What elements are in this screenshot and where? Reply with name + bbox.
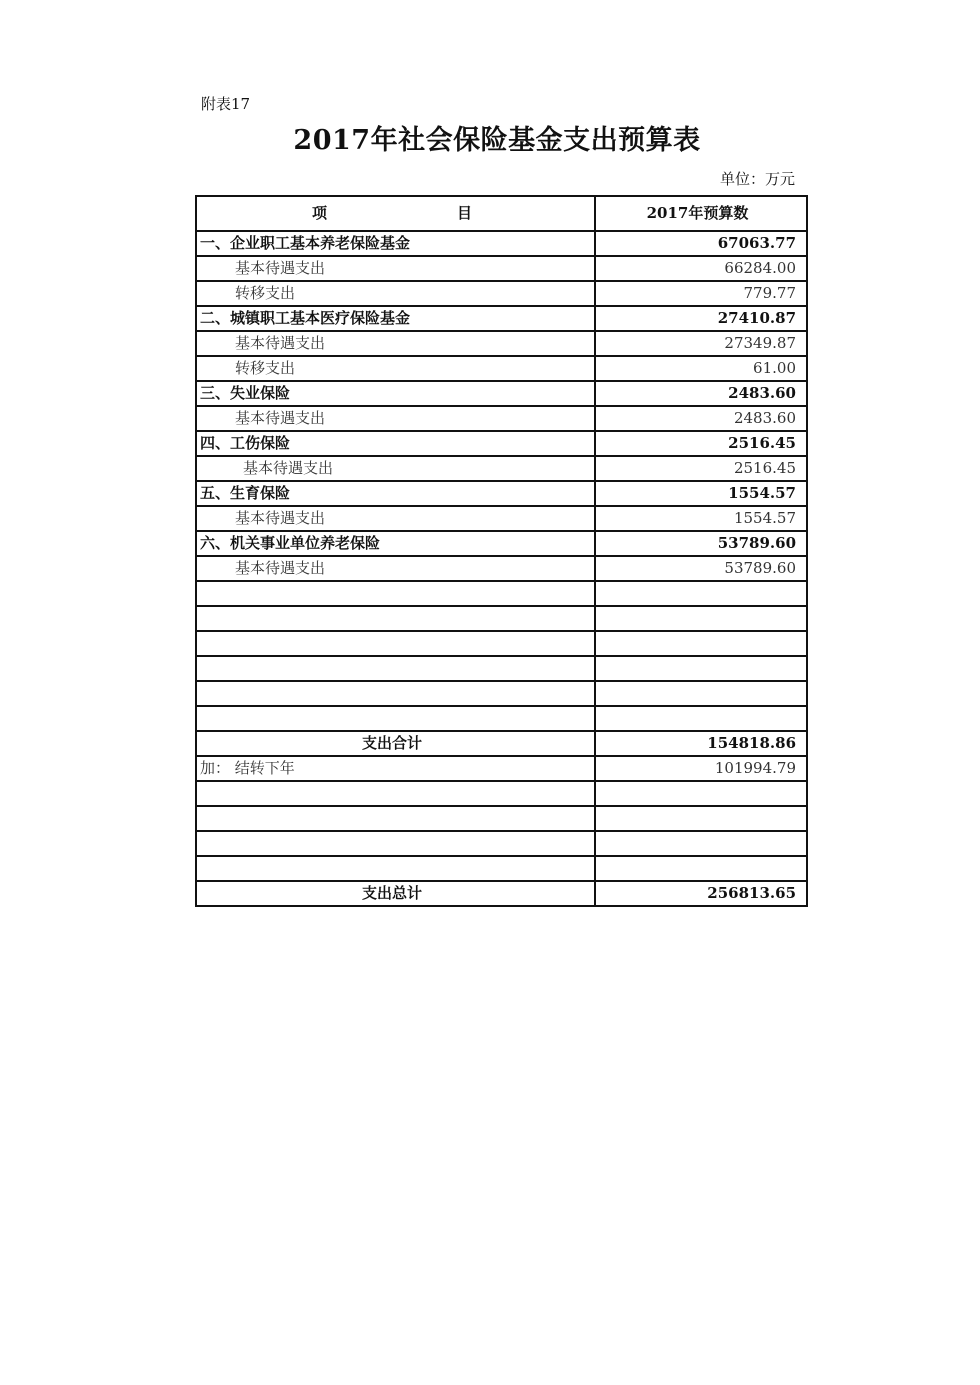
row-value: 779.77 xyxy=(595,281,807,306)
row-label xyxy=(196,606,595,631)
row-value: 67063.77 xyxy=(595,231,807,256)
row-label: 一、企业职工基本养老保险基金 xyxy=(196,231,595,256)
empty-row xyxy=(196,681,807,706)
row-value: 2516.45 xyxy=(595,431,807,456)
unit-label: 单位：万元 xyxy=(719,170,795,188)
row-value xyxy=(595,781,807,806)
empty-row xyxy=(196,781,807,806)
row-value: 2483.60 xyxy=(595,406,807,431)
row-label: 基本待遇支出 xyxy=(196,406,595,431)
row-value xyxy=(595,806,807,831)
annex-label: 附表17 xyxy=(201,95,251,113)
row-label: 五、生育保险 xyxy=(196,481,595,506)
row-label: 支出合计 xyxy=(196,731,595,756)
row-value: 27349.87 xyxy=(595,331,807,356)
row-value xyxy=(595,856,807,881)
row-value xyxy=(595,831,807,856)
row-value: 1554.57 xyxy=(595,481,807,506)
empty-row xyxy=(196,581,807,606)
row-label xyxy=(196,631,595,656)
empty-row xyxy=(196,831,807,856)
row-label: 二、城镇职工基本医疗保险基金 xyxy=(196,306,595,331)
row-label: 转移支出 xyxy=(196,356,595,381)
table-row xyxy=(196,481,807,506)
empty-row xyxy=(196,656,807,681)
row-value: 53789.60 xyxy=(595,531,807,556)
row-label: 基本待遇支出 xyxy=(196,331,595,356)
row-label: 基本待遇支出 xyxy=(196,556,595,581)
row-label xyxy=(196,581,595,606)
row-value: 27410.87 xyxy=(595,306,807,331)
row-value: 1554.57 xyxy=(595,506,807,531)
table-row xyxy=(196,356,807,381)
row-label xyxy=(196,656,595,681)
table-row xyxy=(196,231,807,256)
row-value xyxy=(595,681,807,706)
row-value: 2516.45 xyxy=(595,456,807,481)
row-label: 四、工伤保险 xyxy=(196,431,595,456)
table-row xyxy=(196,381,807,406)
row-label xyxy=(196,831,595,856)
row-label: 三、失业保险 xyxy=(196,381,595,406)
header-item-column xyxy=(196,196,595,231)
row-label: 转移支出 xyxy=(196,281,595,306)
row-value xyxy=(595,656,807,681)
carryover-row xyxy=(196,756,807,781)
empty-row xyxy=(196,606,807,631)
empty-row xyxy=(196,706,807,731)
empty-row xyxy=(196,631,807,656)
header-item-left: 项 xyxy=(311,204,327,222)
row-value: 101994.79 xyxy=(595,756,807,781)
row-value xyxy=(595,706,807,731)
table-row xyxy=(196,306,807,331)
empty-row xyxy=(196,806,807,831)
table-row xyxy=(196,281,807,306)
table-row xyxy=(196,506,807,531)
row-label: 基本待遇支出 xyxy=(196,506,595,531)
row-label: 支出总计 xyxy=(196,881,595,906)
table-row xyxy=(196,531,807,556)
row-value: 154818.86 xyxy=(595,731,807,756)
row-value xyxy=(595,631,807,656)
row-label xyxy=(196,706,595,731)
header-item-right: 目 xyxy=(457,204,473,222)
row-label: 基本待遇支出 xyxy=(196,256,595,281)
header-budget-column: 2017年预算数 xyxy=(595,196,807,231)
table-row xyxy=(196,406,807,431)
row-label xyxy=(196,806,595,831)
empty-row xyxy=(196,856,807,881)
page-title: 2017年社会保险基金支出预算表 xyxy=(293,125,701,156)
row-value: 66284.00 xyxy=(595,256,807,281)
table-row xyxy=(196,256,807,281)
row-value: 61.00 xyxy=(595,356,807,381)
row-value: 256813.65 xyxy=(595,881,807,906)
row-label xyxy=(196,856,595,881)
budget-table xyxy=(195,195,808,907)
row-value xyxy=(595,606,807,631)
row-label xyxy=(196,681,595,706)
row-label: 加： 结转下年 xyxy=(196,756,595,781)
row-value: 53789.60 xyxy=(595,556,807,581)
row-value: 2483.60 xyxy=(595,381,807,406)
table-header-row xyxy=(196,196,807,231)
table-row xyxy=(196,556,807,581)
table-row xyxy=(196,331,807,356)
subtotal-row xyxy=(196,731,807,756)
row-label: 基本待遇支出 xyxy=(196,456,595,481)
row-label xyxy=(196,781,595,806)
grand-total-row xyxy=(196,881,807,906)
row-value xyxy=(595,581,807,606)
row-label: 六、机关事业单位养老保险 xyxy=(196,531,595,556)
table-row xyxy=(196,431,807,456)
table-row xyxy=(196,456,807,481)
